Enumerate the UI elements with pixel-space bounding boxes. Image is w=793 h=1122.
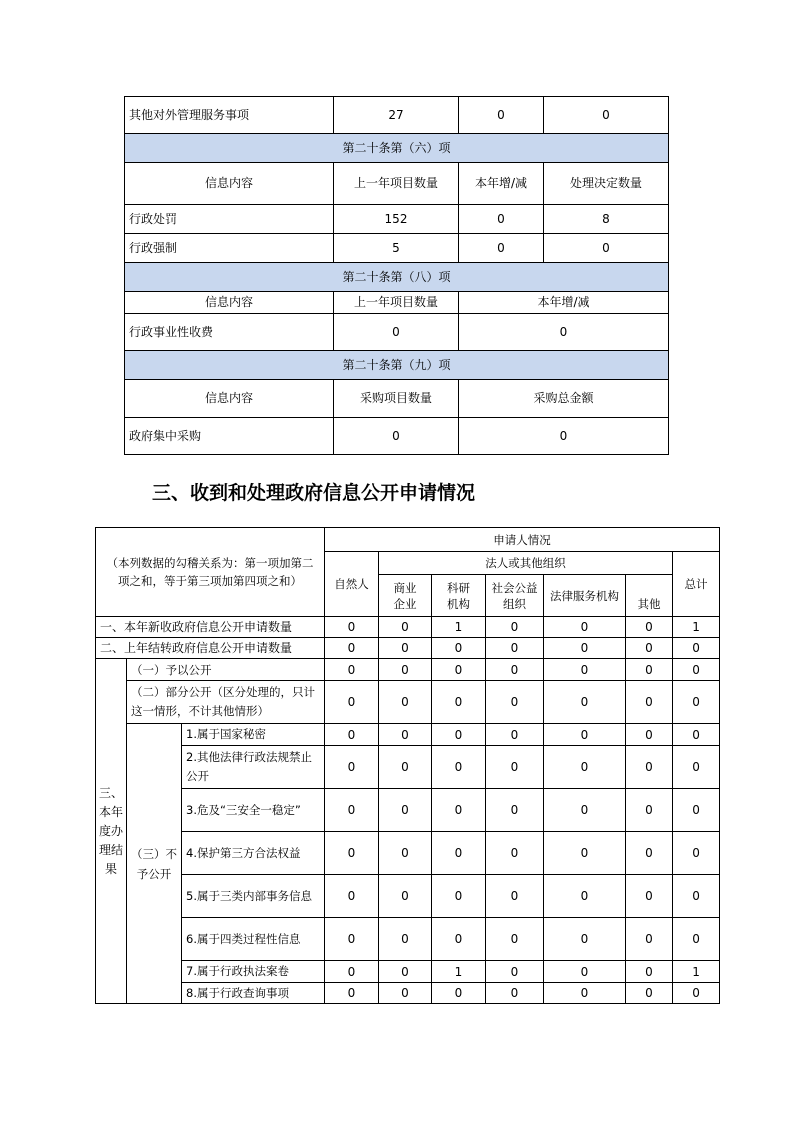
row-label: 3.危及“三安全一稳定” bbox=[182, 789, 325, 832]
section-header: 第二十条第（八）项 bbox=[125, 263, 669, 292]
table-row bbox=[125, 163, 669, 205]
cell-value: 0 bbox=[325, 961, 379, 983]
cell-value: 0 bbox=[459, 97, 544, 134]
cell-value: 0 bbox=[626, 983, 673, 1004]
table-row bbox=[96, 961, 720, 983]
table-row bbox=[96, 983, 720, 1004]
cell-value: 0 bbox=[379, 746, 432, 789]
col-natural-person: 自然人 bbox=[325, 552, 379, 617]
column-header: 采购项目数量 bbox=[334, 380, 459, 418]
cell-value: 0 bbox=[432, 681, 486, 724]
column-header: 上一年项目数量 bbox=[334, 163, 459, 205]
cell-value: 0 bbox=[334, 314, 459, 351]
col-other: 其他 bbox=[626, 575, 673, 617]
cell-value: 5 bbox=[334, 234, 459, 263]
table-row bbox=[125, 205, 669, 234]
table-row bbox=[96, 746, 720, 789]
cell-value: 0 bbox=[486, 918, 544, 961]
cell-value: 0 bbox=[325, 617, 379, 638]
cell-value: 0 bbox=[486, 875, 544, 918]
cell-value: 0 bbox=[325, 789, 379, 832]
table-row bbox=[96, 832, 720, 875]
cell-value: 0 bbox=[544, 659, 626, 681]
cell-value: 1 bbox=[432, 961, 486, 983]
legal-entity-header: 法人或其他组织 bbox=[379, 552, 673, 575]
row-label: （二）部分公开（区分处理的，只计这一情形，不计其他情形） bbox=[127, 681, 325, 724]
corner-note: （本列数据的勾稽关系为：第一项加第二项之和，等于第三项加第四项之和） bbox=[96, 528, 325, 617]
cell-value: 0 bbox=[432, 638, 486, 659]
cell-value: 0 bbox=[626, 961, 673, 983]
column-header: 信息内容 bbox=[125, 292, 334, 314]
cell-value: 0 bbox=[544, 983, 626, 1004]
cell-value: 0 bbox=[626, 638, 673, 659]
cell-value: 0 bbox=[432, 659, 486, 681]
table-row bbox=[125, 97, 669, 134]
cell-value: 0 bbox=[626, 617, 673, 638]
col-social: 社会公益组织 bbox=[486, 575, 544, 617]
cell-value: 0 bbox=[325, 918, 379, 961]
col-legal-service: 法律服务机构 bbox=[544, 575, 626, 617]
row-label: 6.属于四类过程性信息 bbox=[182, 918, 325, 961]
cell-value: 0 bbox=[325, 832, 379, 875]
column-header: 本年增/减 bbox=[459, 163, 544, 205]
cell-value: 0 bbox=[673, 789, 720, 832]
cell-value: 0 bbox=[544, 681, 626, 724]
table-row bbox=[125, 292, 669, 314]
column-header: 上一年项目数量 bbox=[334, 292, 459, 314]
column-header: 信息内容 bbox=[125, 163, 334, 205]
cell-value: 0 bbox=[544, 918, 626, 961]
cell-value: 152 bbox=[334, 205, 459, 234]
cell-value: 0 bbox=[325, 983, 379, 1004]
row-label: 5.属于三类内部事务信息 bbox=[182, 875, 325, 918]
table-row bbox=[96, 724, 720, 746]
cell-value: 0 bbox=[325, 746, 379, 789]
cell-value: 0 bbox=[486, 724, 544, 746]
cell-value: 0 bbox=[459, 205, 544, 234]
cell-value: 0 bbox=[379, 617, 432, 638]
cell-value: 0 bbox=[379, 724, 432, 746]
cell-value: 1 bbox=[432, 617, 486, 638]
cell-value: 0 bbox=[544, 875, 626, 918]
cell-value: 0 bbox=[379, 638, 432, 659]
cell-value: 0 bbox=[325, 875, 379, 918]
cell-value: 0 bbox=[673, 681, 720, 724]
cell-value: 0 bbox=[626, 789, 673, 832]
section-title: 三、收到和处理政府信息公开申请情况 bbox=[152, 482, 476, 504]
table-row bbox=[96, 918, 720, 961]
cell-value: 0 bbox=[673, 659, 720, 681]
cell-value: 0 bbox=[544, 724, 626, 746]
row-label: 行政处罚 bbox=[125, 205, 334, 234]
cell-value: 0 bbox=[486, 638, 544, 659]
cell-value: 0 bbox=[334, 418, 459, 455]
cell-value: 0 bbox=[432, 875, 486, 918]
col-commercial: 商业企业 bbox=[379, 575, 432, 617]
row-label: 2.其他法律行政法规禁止公开 bbox=[182, 746, 325, 789]
cell-value: 0 bbox=[673, 875, 720, 918]
row-label: 8.属于行政查询事项 bbox=[182, 983, 325, 1004]
row-label: 行政强制 bbox=[125, 234, 334, 263]
applicant-header: 申请人情况 bbox=[325, 528, 720, 552]
cell-value: 0 bbox=[325, 659, 379, 681]
cell-value: 0 bbox=[626, 659, 673, 681]
cell-value: 0 bbox=[486, 659, 544, 681]
cell-value: 0 bbox=[432, 789, 486, 832]
cell-value: 0 bbox=[626, 875, 673, 918]
cell-value: 0 bbox=[626, 746, 673, 789]
row-label: 政府集中采购 bbox=[125, 418, 334, 455]
cell-value: 0 bbox=[544, 789, 626, 832]
table-row bbox=[125, 351, 669, 380]
cell-value: 0 bbox=[544, 234, 669, 263]
cell-value: 0 bbox=[486, 832, 544, 875]
cell-value: 0 bbox=[459, 234, 544, 263]
section-header: 第二十条第（九）项 bbox=[125, 351, 669, 380]
cell-value: 0 bbox=[325, 681, 379, 724]
application-stats-table bbox=[95, 527, 720, 1004]
table-row bbox=[96, 659, 720, 681]
cell-value: 0 bbox=[673, 724, 720, 746]
row-label: （一）予以公开 bbox=[127, 659, 325, 681]
cell-value: 0 bbox=[673, 638, 720, 659]
sub3-label: （三）不予公开 bbox=[127, 724, 182, 1004]
table-row bbox=[125, 418, 669, 455]
table-row bbox=[96, 875, 720, 918]
cell-value: 0 bbox=[626, 918, 673, 961]
row-label: 4.保护第三方合法权益 bbox=[182, 832, 325, 875]
table-row bbox=[125, 314, 669, 351]
table-row bbox=[96, 789, 720, 832]
cell-value: 0 bbox=[544, 617, 626, 638]
cell-value: 0 bbox=[544, 97, 669, 134]
cell-value: 0 bbox=[673, 983, 720, 1004]
cell-value: 0 bbox=[673, 832, 720, 875]
cell-value: 0 bbox=[486, 617, 544, 638]
cell-value: 0 bbox=[626, 681, 673, 724]
row-label: 二、上年结转政府信息公开申请数量 bbox=[96, 638, 325, 659]
cell-value: 1 bbox=[673, 617, 720, 638]
cell-value: 0 bbox=[673, 918, 720, 961]
cell-value: 0 bbox=[626, 724, 673, 746]
cell-value: 0 bbox=[432, 918, 486, 961]
cell-value: 0 bbox=[486, 983, 544, 1004]
cell-value: 0 bbox=[379, 875, 432, 918]
cell-value: 0 bbox=[379, 961, 432, 983]
row-label: 一、本年新收政府信息公开申请数量 bbox=[96, 617, 325, 638]
cell-value: 8 bbox=[544, 205, 669, 234]
cell-value: 0 bbox=[379, 789, 432, 832]
cell-value: 0 bbox=[432, 983, 486, 1004]
cell-value: 1 bbox=[673, 961, 720, 983]
cell-value: 0 bbox=[379, 659, 432, 681]
cell-value: 27 bbox=[334, 97, 459, 134]
column-header: 信息内容 bbox=[125, 380, 334, 418]
cell-value: 0 bbox=[544, 746, 626, 789]
cell-value: 0 bbox=[486, 746, 544, 789]
cell-value: 0 bbox=[544, 638, 626, 659]
cell-value: 0 bbox=[544, 832, 626, 875]
cell-value: 0 bbox=[626, 832, 673, 875]
row-label: 7.属于行政执法案卷 bbox=[182, 961, 325, 983]
cell-value: 0 bbox=[379, 681, 432, 724]
cell-value: 0 bbox=[432, 832, 486, 875]
cell-value: 0 bbox=[459, 418, 669, 455]
col-research: 科研机构 bbox=[432, 575, 486, 617]
table-row bbox=[96, 617, 720, 638]
group3-label: 三、本年度办理结果 bbox=[96, 659, 127, 1004]
table-row bbox=[125, 134, 669, 163]
cell-value: 0 bbox=[486, 961, 544, 983]
table-row bbox=[125, 380, 669, 418]
cell-value: 0 bbox=[486, 789, 544, 832]
cell-value: 0 bbox=[673, 746, 720, 789]
cell-value: 0 bbox=[325, 638, 379, 659]
column-header: 采购总金额 bbox=[459, 380, 669, 418]
row-label: 1.属于国家秘密 bbox=[182, 724, 325, 746]
section-header: 第二十条第（六）项 bbox=[125, 134, 669, 163]
cell-value: 0 bbox=[432, 724, 486, 746]
cell-value: 0 bbox=[379, 983, 432, 1004]
cell-value: 0 bbox=[432, 746, 486, 789]
cell-value: 0 bbox=[544, 961, 626, 983]
cell-value: 0 bbox=[379, 918, 432, 961]
col-total: 总计 bbox=[673, 552, 720, 617]
row-label: 其他对外管理服务事项 bbox=[125, 97, 334, 134]
cell-value: 0 bbox=[459, 314, 669, 351]
cell-value: 0 bbox=[486, 681, 544, 724]
upper-info-table bbox=[124, 96, 669, 455]
column-header: 处理决定数量 bbox=[544, 163, 669, 205]
table-row bbox=[96, 638, 720, 659]
row-label: 行政事业性收费 bbox=[125, 314, 334, 351]
cell-value: 0 bbox=[379, 832, 432, 875]
table-row bbox=[125, 263, 669, 292]
table-row bbox=[96, 681, 720, 724]
cell-value: 0 bbox=[325, 724, 379, 746]
table-row bbox=[125, 234, 669, 263]
column-header: 本年增/减 bbox=[459, 292, 669, 314]
